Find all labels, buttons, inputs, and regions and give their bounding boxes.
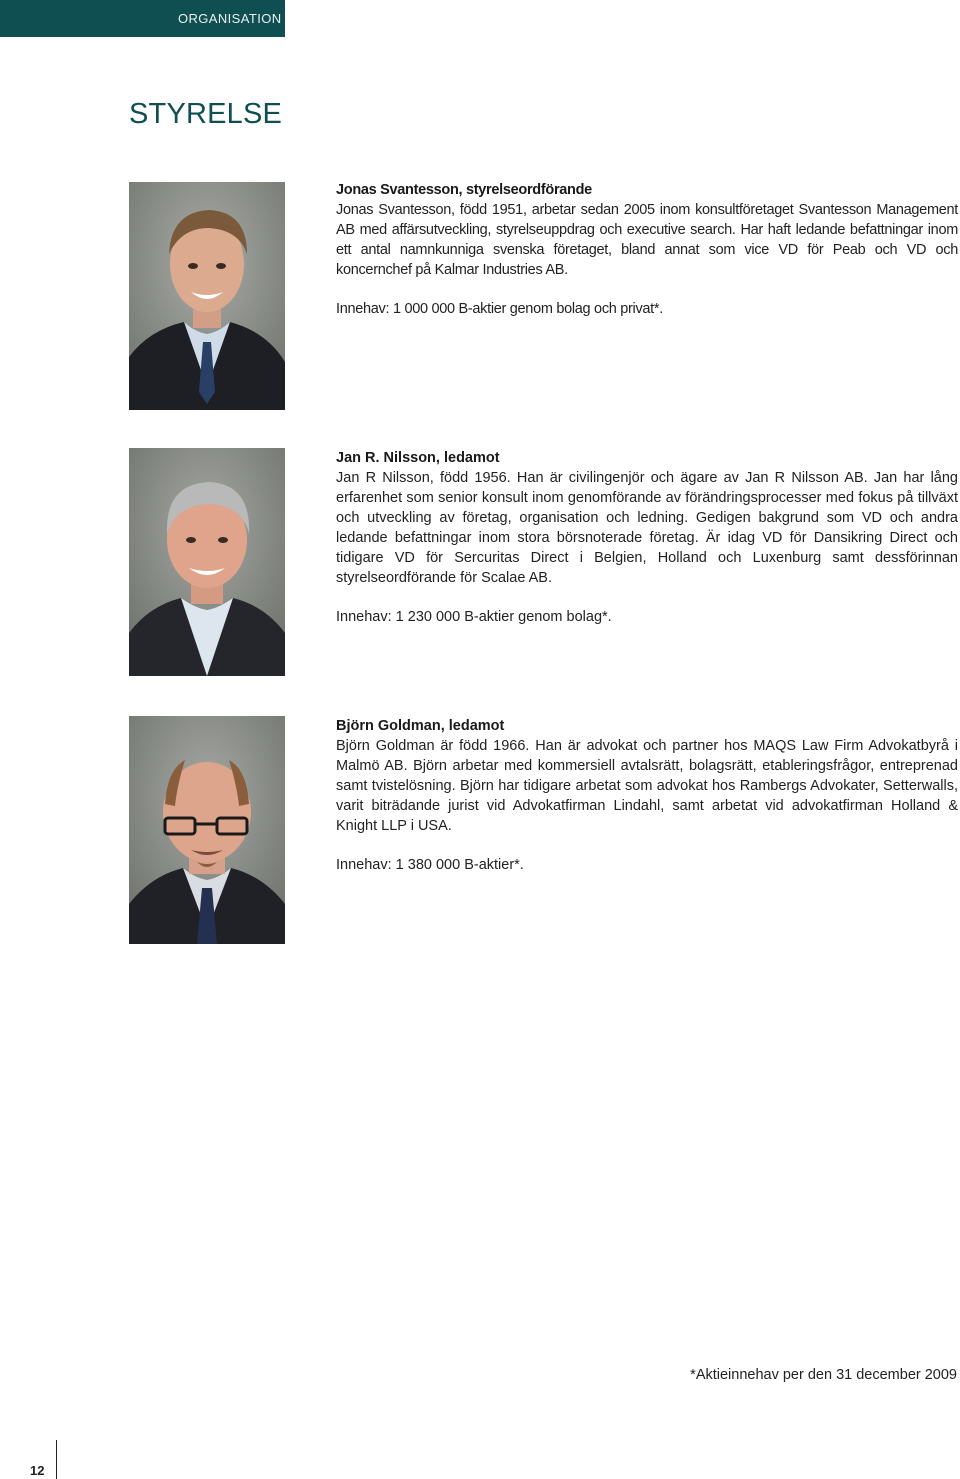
portrait-photo-icon	[129, 182, 285, 410]
member-holding: Innehav: 1 230 000 B-aktier genom bolag*.	[336, 609, 612, 625]
member-bio: Jan R Nilsson, född 1956. Han är civilingenjör och ägare av Jan R Nilsson AB. Jan har lång erfarenhet som senior konsult inom genomförande av förändringsprocesser med fokus på tillväxt och utveckling av företag, organisation och ledning. Gedigen bakgrund som VD och andra ledande befattningar inom stora börsnoterade företag. Är idag VD för Dansikring Direct och tidigare VD för Sercuritas Direct i Belgien, Holland och Luxenburg samt dessförinnan styrelseordförande för Scalae AB.	[336, 470, 958, 586]
member-name: Jan R. Nilsson, ledamot	[336, 450, 500, 466]
section-label: ORGANISATION	[178, 11, 282, 26]
member-name: Jonas Svantesson, styrelseordförande	[336, 182, 592, 198]
page-number: 12	[30, 1463, 45, 1478]
member-holding: Innehav: 1 000 000 B-aktier genom bolag och privat*.	[336, 301, 663, 317]
member-holding: Innehav: 1 380 000 B-aktier*.	[336, 857, 524, 873]
footnote: *Aktieinnehav per den 31 december 2009	[690, 1367, 957, 1383]
page-title: STYRELSE	[129, 98, 283, 130]
member-text	[336, 448, 958, 627]
member-bio: Björn Goldman är född 1966. Han är advokat och partner hos MAQS Law Firm Advokatbyrå i Malmö AB. Björn arbetar med kommersiell avtalsrätt, bolagsrätt, etableringsfrågor, entreprenad samt tvistelösning. Björn har tidigare arbetat som advokat hos Rambergs Advokater, Setterwalls, varit biträdande jurist vid Advokatfirman Lindahl, samt arbetat vid advokatfirman Holland & Knight LLP i USA.	[336, 738, 958, 834]
portrait-photo-icon	[129, 716, 285, 944]
member-name: Björn Goldman, ledamot	[336, 718, 505, 734]
page-number-rule	[56, 1440, 57, 1479]
member-bio: Jonas Svantesson, född 1951, arbetar sedan 2005 inom konsultföretaget Svantesson Management AB med affärsutveckling, styrelseuppdrag och executive search. Har haft ledande befattningar inom ett antal namnkunniga svenska företaget, bland annat som vice VD för Peab och VD och koncernchef på Kalmar Industries AB.	[336, 202, 958, 278]
section-tab	[0, 0, 285, 37]
member-text	[336, 180, 958, 319]
portrait-photo-icon	[129, 448, 285, 676]
member-text	[336, 716, 958, 875]
